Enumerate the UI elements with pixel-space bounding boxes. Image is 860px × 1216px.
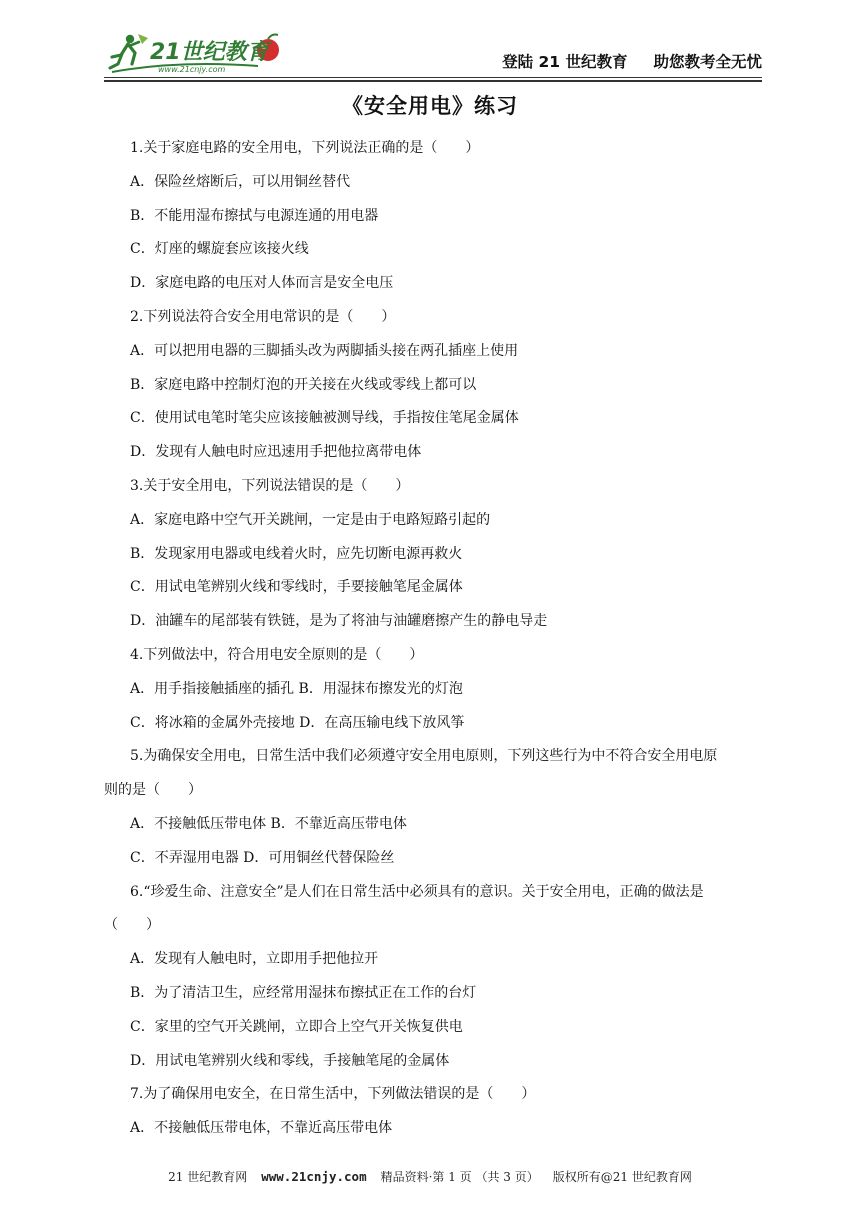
answer-option: C．用试电笔辨别火线和零线时，手要接触笔尾金属体 (130, 579, 463, 596)
answer-option: A．可以把用电器的三脚插头改为两脚插头接在两孔插座上使用 (130, 342, 519, 359)
page-footer (0, 1168, 860, 1185)
footer-site-name: 21 世纪教育网 (168, 1170, 248, 1184)
question-list (104, 132, 760, 1146)
running-figure-icon (110, 34, 148, 68)
answer-option: C．使用试电笔时笔尖应该接触被测导线，手指按住笔尾金属体 (130, 410, 519, 427)
answer-option: B．发现家用电器或电线着火时，应先切断电源再救火 (130, 545, 463, 562)
answer-option: A．不接触低压带电体 B．不靠近高压带电体 (130, 815, 407, 832)
question-continuation: 则的是（ ） (104, 782, 202, 799)
answer-option: B．不能用湿布擦拭与电源连通的用电器 (130, 207, 379, 224)
footer-page-info: 精品资料·第 1 页 （共 3 页） (380, 1170, 539, 1184)
question-stem: 3.关于安全用电，下列说法错误的是（ ） (130, 477, 410, 494)
question-stem: 6.“珍爱生命、注意安全”是人们在日常生活中必须具有的意识。关于安全用电，正确的做法是 (130, 883, 704, 900)
footer-site-url[interactable]: www.21cnjy.com (261, 1169, 367, 1184)
answer-option: C．灯座的螺旋套应该接火线 (130, 241, 309, 258)
answer-option: C．家里的空气开关跳闸，立即合上空气开关恢复供电 (130, 1018, 463, 1035)
header-tagline: 助您教考全无忧 (653, 53, 762, 71)
answer-option: A．用手指接触插座的插孔 B．用湿抹布擦发光的灯泡 (130, 680, 463, 697)
footer-copyright: 版权所有@21 世纪教育网 (552, 1170, 692, 1184)
answer-option: D．家庭电路的电压对人体而言是安全电压 (130, 275, 394, 292)
answer-option: D．用试电笔辨别火线和零线，手接触笔尾的金属体 (130, 1052, 450, 1069)
answer-option: B．家庭电路中控制灯泡的开关接在火线或零线上都可以 (130, 376, 477, 393)
answer-option: A．家庭电路中空气开关跳闸，一定是由于电路短路引起的 (130, 511, 491, 528)
header-login-text[interactable]: 登陆 21 世纪教育 (502, 53, 628, 71)
site-logo (108, 30, 288, 76)
question-stem: 7.为了确保用电安全，在日常生活中，下列做法错误的是（ ） (130, 1086, 536, 1103)
answer-option: B．为了清洁卫生，应经常用湿抹布擦拭正在工作的台灯 (130, 984, 477, 1001)
page-title: 《安全用电》练习 (342, 94, 518, 118)
question-stem: 1.关于家庭电路的安全用电，下列说法正确的是（ ） (130, 140, 480, 156)
header-slogan (502, 50, 762, 72)
logo-graphic (108, 30, 288, 76)
logo-text: 21世纪教育 (150, 40, 269, 65)
answer-option: A．发现有人触电时，立即用手把他拉开 (130, 951, 379, 968)
answer-option: A．保险丝熔断后，可以用铜丝替代 (130, 173, 351, 190)
header-divider (104, 77, 762, 78)
logo-url: www.21cnjy.com (158, 65, 226, 74)
question-stem: 4.下列做法中，符合用电安全原则的是（ ） (130, 646, 424, 663)
answer-option: C．将冰箱的金属外壳接地 D．在高压输电线下放风筝 (130, 714, 465, 731)
question-stem: 5.为确保安全用电，日常生活中我们必须遵守安全用电原则，下列这些行为中不符合安全用电原 (130, 748, 718, 765)
question-stem: 2.下列说法符合安全用电常识的是（ ） (130, 308, 396, 325)
answer-option: D．油罐车的尾部装有铁链，是为了将油与油罐磨擦产生的静电导走 (130, 613, 548, 630)
header-divider-thick (104, 80, 762, 82)
answer-option: C．不弄湿用电器 D．可用铜丝代替保险丝 (130, 849, 395, 866)
answer-option: D．发现有人触电时应迅速用手把他拉离带电体 (130, 444, 422, 461)
question-continuation: （ ） (104, 917, 160, 934)
answer-option: A．不接触低压带电体，不靠近高压带电体 (130, 1120, 393, 1137)
page-header (0, 0, 860, 82)
